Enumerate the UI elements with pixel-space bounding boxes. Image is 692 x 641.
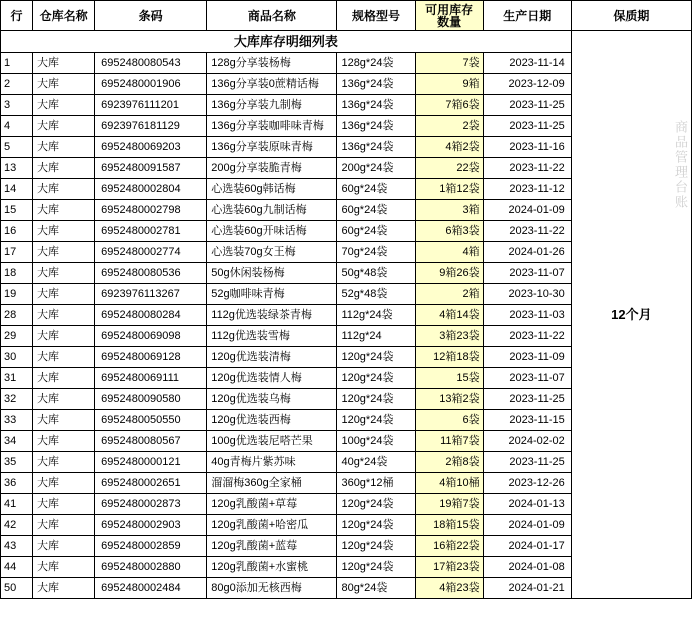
cell-barcode: 6923976113267 [95,284,207,305]
column-header-production-date: 生产日期 [483,1,571,31]
cell-stock: 3箱 [415,200,483,221]
cell-spec: 200g*24袋 [337,158,415,179]
cell-production-date: 2023-11-25 [483,116,571,137]
cell-production-date: 2024-01-26 [483,242,571,263]
cell-spec: 120g*24袋 [337,410,415,431]
cell-row: 2 [1,74,33,95]
cell-production-date: 2023-11-22 [483,221,571,242]
cell-stock: 2箱8袋 [415,452,483,473]
cell-product: 136g分享装原味青梅 [207,137,337,158]
cell-product: 112g优选装雪梅 [207,326,337,347]
cell-warehouse: 大库 [33,158,95,179]
cell-stock: 7箱6袋 [415,95,483,116]
cell-row: 41 [1,494,33,515]
cell-stock: 7袋 [415,53,483,74]
cell-product: 心选装60g韩话梅 [207,179,337,200]
cell-production-date: 2023-11-09 [483,347,571,368]
cell-barcode: 6952480069098 [95,326,207,347]
cell-row: 5 [1,137,33,158]
cell-product: 128g分享装杨梅 [207,53,337,74]
cell-row: 33 [1,410,33,431]
cell-spec: 112g*24袋 [337,305,415,326]
cell-barcode: 6952480080567 [95,431,207,452]
watermark-text: 商品管理台账 [673,120,688,210]
cell-row: 3 [1,95,33,116]
cell-production-date: 2023-11-22 [483,158,571,179]
cell-product: 200g分享装脆青梅 [207,158,337,179]
shelf-life-value: 12个月 [571,31,691,599]
cell-spec: 360g*12桶 [337,473,415,494]
cell-production-date: 2023-11-25 [483,389,571,410]
cell-stock: 3箱23袋 [415,326,483,347]
cell-product: 80g0添加无核西梅 [207,578,337,599]
cell-warehouse: 大库 [33,326,95,347]
cell-stock: 17箱23袋 [415,557,483,578]
cell-row: 36 [1,473,33,494]
cell-barcode: 6952480002781 [95,221,207,242]
cell-product: 120g优选装清梅 [207,347,337,368]
cell-spec: 136g*24袋 [337,95,415,116]
cell-production-date: 2024-01-13 [483,494,571,515]
cell-product: 136g分享装九制梅 [207,95,337,116]
cell-warehouse: 大库 [33,389,95,410]
cell-warehouse: 大库 [33,200,95,221]
cell-product: 112g优选装绿茶青梅 [207,305,337,326]
cell-spec: 60g*24袋 [337,179,415,200]
table-header [1,1,692,31]
cell-warehouse: 大库 [33,452,95,473]
cell-spec: 60g*24袋 [337,221,415,242]
cell-spec: 120g*24袋 [337,494,415,515]
cell-production-date: 2023-11-07 [483,368,571,389]
cell-row: 43 [1,536,33,557]
column-header-spec: 规格型号 [337,1,415,31]
cell-warehouse: 大库 [33,515,95,536]
cell-production-date: 2023-11-25 [483,452,571,473]
cell-production-date: 2023-11-03 [483,305,571,326]
cell-product: 心选装60g开味话梅 [207,221,337,242]
cell-row: 50 [1,578,33,599]
cell-barcode: 6952480002804 [95,179,207,200]
cell-warehouse: 大库 [33,74,95,95]
cell-barcode: 6952480002651 [95,473,207,494]
cell-row: 17 [1,242,33,263]
cell-warehouse: 大库 [33,242,95,263]
cell-spec: 50g*48袋 [337,263,415,284]
cell-stock: 2箱 [415,284,483,305]
cell-row: 19 [1,284,33,305]
page-title: 大库库存明细列表 [1,31,572,53]
cell-barcode: 6952480069203 [95,137,207,158]
cell-row: 18 [1,263,33,284]
cell-stock: 4箱2袋 [415,137,483,158]
cell-stock: 13箱2袋 [415,389,483,410]
cell-spec: 80g*24袋 [337,578,415,599]
cell-barcode: 6952480000121 [95,452,207,473]
cell-warehouse: 大库 [33,53,95,74]
cell-production-date: 2023-11-14 [483,53,571,74]
cell-product: 120g优选装乌梅 [207,389,337,410]
cell-spec: 120g*24袋 [337,368,415,389]
cell-barcode: 6952480002873 [95,494,207,515]
cell-barcode: 6952480080536 [95,263,207,284]
cell-warehouse: 大库 [33,305,95,326]
cell-spec: 136g*24袋 [337,74,415,95]
cell-row: 14 [1,179,33,200]
cell-product: 52g咖啡味青梅 [207,284,337,305]
cell-warehouse: 大库 [33,473,95,494]
cell-product: 心选装70g女王梅 [207,242,337,263]
cell-spec: 120g*24袋 [337,557,415,578]
cell-barcode: 6923976181129 [95,116,207,137]
cell-production-date: 2024-01-09 [483,200,571,221]
cell-stock: 18箱15袋 [415,515,483,536]
cell-product: 120g乳酸菌+蓝莓 [207,536,337,557]
cell-spec: 40g*24袋 [337,452,415,473]
cell-spec: 120g*24袋 [337,389,415,410]
cell-row: 35 [1,452,33,473]
cell-stock: 6袋 [415,410,483,431]
cell-production-date: 2023-11-22 [483,326,571,347]
cell-production-date: 2023-11-16 [483,137,571,158]
cell-barcode: 6952480069128 [95,347,207,368]
cell-warehouse: 大库 [33,431,95,452]
cell-warehouse: 大库 [33,368,95,389]
cell-stock: 19箱7袋 [415,494,483,515]
cell-warehouse: 大库 [33,284,95,305]
cell-barcode: 6952480090580 [95,389,207,410]
cell-warehouse: 大库 [33,494,95,515]
cell-spec: 112g*24 [337,326,415,347]
cell-row: 16 [1,221,33,242]
cell-row: 1 [1,53,33,74]
cell-spec: 100g*24袋 [337,431,415,452]
cell-warehouse: 大库 [33,116,95,137]
column-header-row: 行 [1,1,33,31]
cell-production-date: 2023-12-26 [483,473,571,494]
cell-production-date: 2023-11-07 [483,263,571,284]
cell-stock: 22袋 [415,158,483,179]
column-header-stock [415,1,483,31]
cell-warehouse: 大库 [33,221,95,242]
cell-stock: 4箱14袋 [415,305,483,326]
column-header-stock-line2: 数量 [437,14,462,29]
cell-row: 30 [1,347,33,368]
header-row [1,1,692,31]
cell-production-date: 2023-12-09 [483,74,571,95]
cell-row: 15 [1,200,33,221]
cell-barcode: 6952480002774 [95,242,207,263]
cell-barcode: 6952480002903 [95,515,207,536]
cell-production-date: 2024-01-17 [483,536,571,557]
cell-product: 溜溜梅360g全家桶 [207,473,337,494]
cell-row: 13 [1,158,33,179]
cell-barcode: 6952480080543 [95,53,207,74]
cell-warehouse: 大库 [33,95,95,116]
cell-stock: 4箱 [415,242,483,263]
cell-spec: 128g*24袋 [337,53,415,74]
cell-stock: 12箱18袋 [415,347,483,368]
cell-product: 136g分享装0蔗精话梅 [207,74,337,95]
cell-stock: 1箱12袋 [415,179,483,200]
column-header-shelf-life: 保质期 [571,1,691,31]
cell-spec: 120g*24袋 [337,515,415,536]
column-header-warehouse: 仓库名称 [33,1,95,31]
cell-stock: 9箱 [415,74,483,95]
cell-row: 29 [1,326,33,347]
cell-production-date: 2024-01-09 [483,515,571,536]
cell-row: 44 [1,557,33,578]
table-body [1,31,692,599]
cell-row: 28 [1,305,33,326]
cell-stock: 4箱23袋 [415,578,483,599]
cell-product: 40g青梅片紫苏味 [207,452,337,473]
cell-stock: 2袋 [415,116,483,137]
cell-barcode: 6952480091587 [95,158,207,179]
cell-stock: 11箱7袋 [415,431,483,452]
cell-row: 32 [1,389,33,410]
cell-barcode: 6952480002880 [95,557,207,578]
cell-barcode: 6952480069111 [95,368,207,389]
cell-product: 120g乳酸菌+哈密瓜 [207,515,337,536]
cell-product: 120g乳酸菌+草莓 [207,494,337,515]
cell-warehouse: 大库 [33,536,95,557]
cell-spec: 60g*24袋 [337,200,415,221]
cell-stock: 9箱26袋 [415,263,483,284]
cell-warehouse: 大库 [33,179,95,200]
cell-warehouse: 大库 [33,410,95,431]
cell-row: 31 [1,368,33,389]
document-title-row [1,31,692,53]
cell-product: 120g优选装情人梅 [207,368,337,389]
cell-barcode: 6952480002484 [95,578,207,599]
cell-row: 34 [1,431,33,452]
cell-product: 心选装60g九制话梅 [207,200,337,221]
cell-stock: 4箱10桶 [415,473,483,494]
cell-barcode: 6923976111201 [95,95,207,116]
cell-warehouse: 大库 [33,557,95,578]
column-header-product: 商品名称 [207,1,337,31]
cell-product: 136g分享装咖啡味青梅 [207,116,337,137]
cell-production-date: 2023-11-15 [483,410,571,431]
cell-product: 120g乳酸菌+水蜜桃 [207,557,337,578]
cell-product: 100g优选装尼嗒芒果 [207,431,337,452]
cell-warehouse: 大库 [33,578,95,599]
cell-spec: 52g*48袋 [337,284,415,305]
cell-product: 50g休闲装杨梅 [207,263,337,284]
cell-stock: 16箱22袋 [415,536,483,557]
cell-product: 120g优选装西梅 [207,410,337,431]
cell-production-date: 2023-11-25 [483,95,571,116]
cell-row: 4 [1,116,33,137]
column-header-barcode: 条码 [95,1,207,31]
cell-spec: 136g*24袋 [337,137,415,158]
cell-row: 42 [1,515,33,536]
cell-barcode: 6952480080284 [95,305,207,326]
cell-spec: 70g*24袋 [337,242,415,263]
column-header-stock-line1: 可用库存 [425,2,474,17]
cell-warehouse: 大库 [33,347,95,368]
cell-warehouse: 大库 [33,263,95,284]
cell-warehouse: 大库 [33,137,95,158]
cell-production-date: 2024-01-08 [483,557,571,578]
cell-barcode: 6952480001906 [95,74,207,95]
cell-barcode: 6952480002798 [95,200,207,221]
cell-production-date: 2023-10-30 [483,284,571,305]
cell-spec: 136g*24袋 [337,116,415,137]
cell-stock: 6箱3袋 [415,221,483,242]
cell-spec: 120g*24袋 [337,536,415,557]
cell-production-date: 2023-11-12 [483,179,571,200]
cell-barcode: 6952480002859 [95,536,207,557]
cell-production-date: 2024-02-02 [483,431,571,452]
cell-barcode: 6952480050550 [95,410,207,431]
cell-spec: 120g*24袋 [337,347,415,368]
cell-stock: 15袋 [415,368,483,389]
cell-production-date: 2024-01-21 [483,578,571,599]
